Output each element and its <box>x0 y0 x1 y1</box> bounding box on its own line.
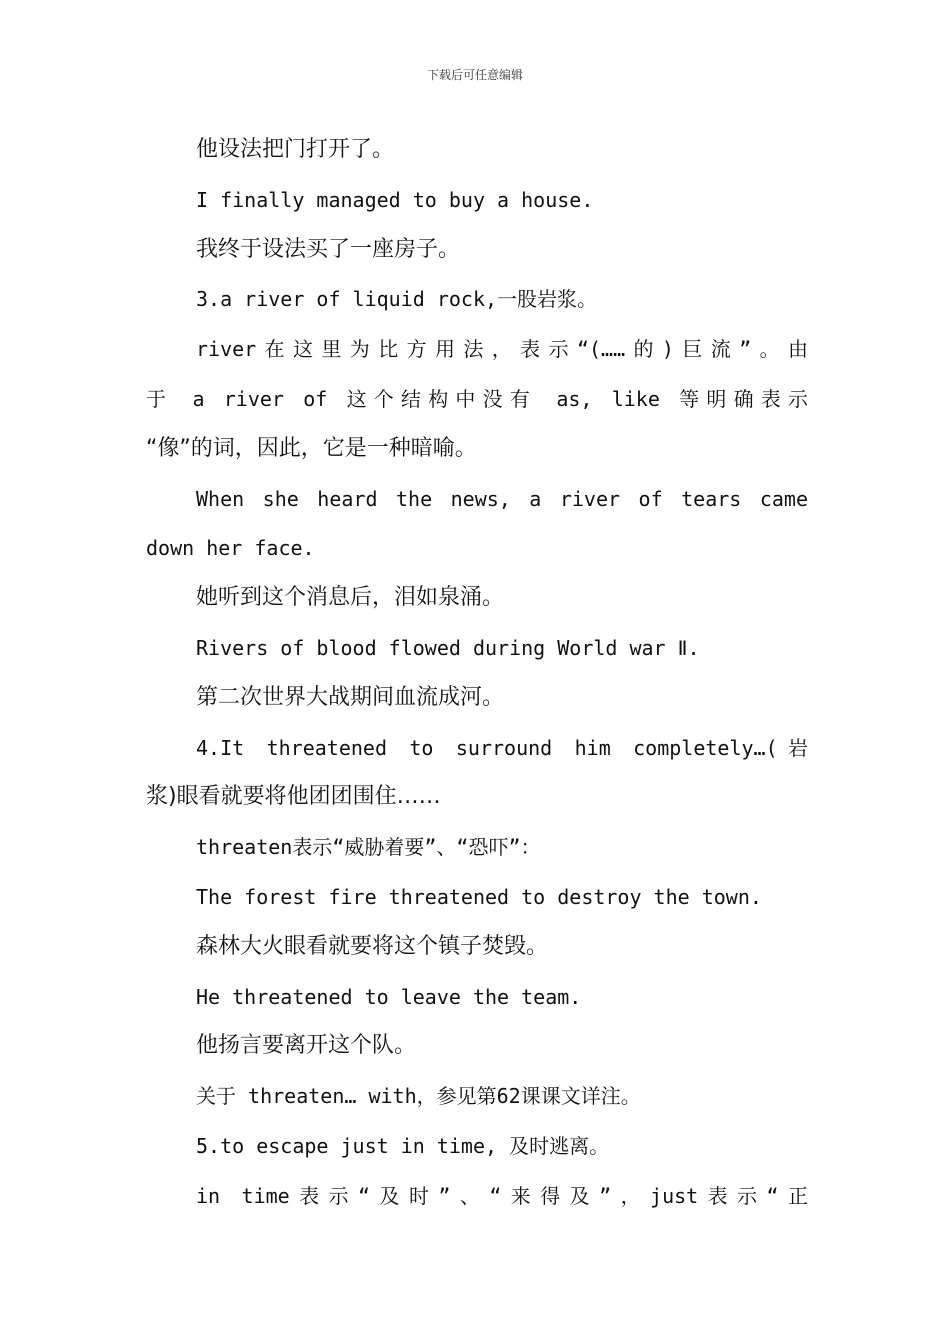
text-line: in time表示“及时”、“来得及”，just表示“正 <box>196 1183 808 1208</box>
text-line: 于 a river of 这个结构中没有 as, like 等明确表示 <box>146 386 808 411</box>
text-line: Rivers of blood flowed during World war Ⅱ. <box>196 635 700 660</box>
text-line: When she heard the news, a river of tears came <box>196 486 808 511</box>
text-line: 他扬言要离开这个队。 <box>196 1033 417 1059</box>
text-line: 她听到这个消息后，泪如泉涌。 <box>196 585 505 611</box>
document-body <box>146 132 808 1228</box>
text-line: threaten表示“威胁着要”、“恐吓”： <box>196 835 541 860</box>
text-line: 4.It threatened to surround him completely…(岩 <box>196 735 808 760</box>
text-line: 3.a river of liquid rock,一股岩浆。 <box>196 287 598 312</box>
page-header: 下载后可任意编辑 <box>426 68 523 82</box>
text-line: 关于 threaten… with，参见第62课课文详注。 <box>196 1084 641 1109</box>
text-line: river在这里为比方用法，表示“(……的)巨流”。由 <box>196 337 808 362</box>
text-line: 浆)眼看就要将他团团围住…… <box>146 784 441 810</box>
text-line: down her face. <box>146 536 315 561</box>
text-line: “像”的词，因此，它是一种暗喻。 <box>146 435 477 461</box>
text-line: 我终于设法买了一座房子。 <box>196 236 461 262</box>
text-line: The forest fire threatened to destroy the town. <box>196 884 762 909</box>
text-line: 5.to escape just in time, 及时逃离。 <box>196 1133 610 1158</box>
text-line: 他设法把门打开了。 <box>196 137 395 162</box>
text-line: He threatened to leave the team. <box>196 984 582 1009</box>
text-line: 森林大火眼看就要将这个镇子焚毁。 <box>196 933 549 959</box>
text-line: I finally managed to buy a house. <box>196 187 594 212</box>
text-line: 第二次世界大战期间血流成河。 <box>196 684 505 710</box>
